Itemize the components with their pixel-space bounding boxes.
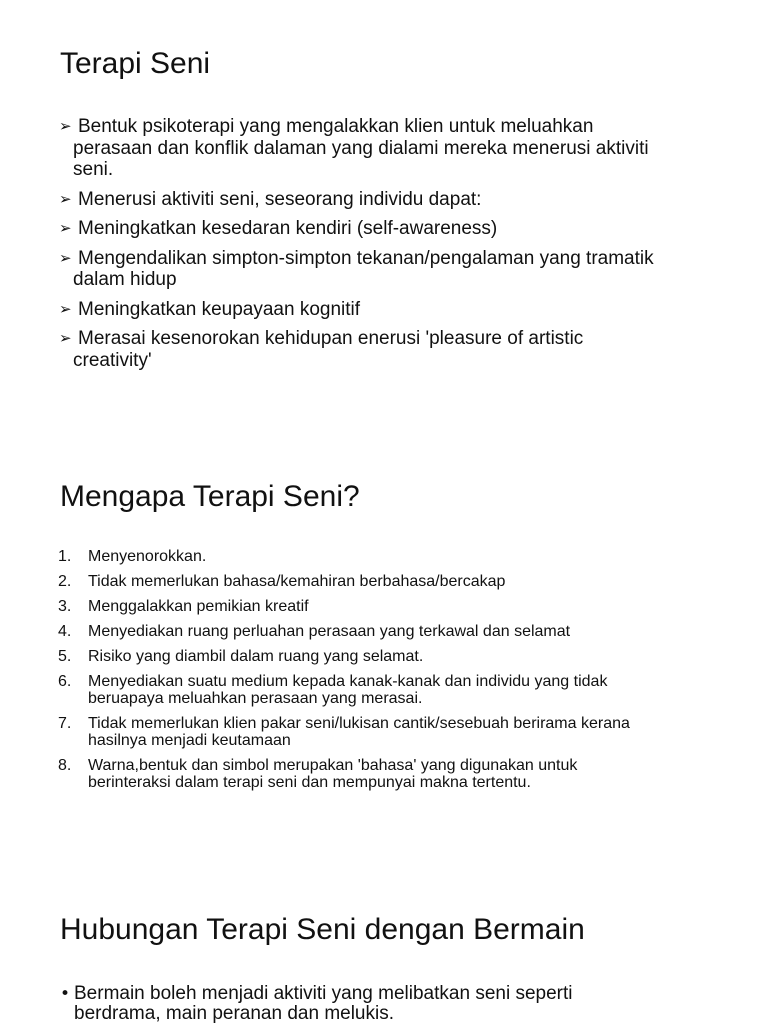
list-item-line: Menyenorokkan. [88,548,207,565]
list-item-line: Warna,bentuk dan simbol merupakan 'bahasa' yang digunakan untuk [88,757,578,774]
list-item-line: Menerusi aktiviti seni, seseorang individu dapat: [78,188,482,210]
list-item-line: Merasai kesenorokan kehidupan enerusi 'pleasure of artistic [78,328,584,349]
list-item [0,189,768,211]
list-item-line: Bentuk psikoterapi yang mengalakkan klien untuk meluahkan [78,116,594,137]
list-item-line: creativity' [73,349,152,371]
list-item-line: Tidak memerlukan bahasa/kemahiran berbahasa/bercakap [88,573,506,590]
list-item [0,623,768,640]
arrow-bullet-icon: ➢ [59,117,72,135]
section-title-terapi-seni: Terapi Seni [60,47,211,80]
list-item-line: Bermain boleh menjadi aktiviti yang melibatkan seni seperti [74,983,573,1004]
list-item-line: berinteraksi dalam terapi seni dan mempunyai makna tertentu. [88,774,531,791]
list-item-line: seni. [73,159,114,180]
list-item-line: Tidak memerlukan klien pakar seni/lukisan cantik/sesebuah berirama kerana [88,715,630,732]
list-item [0,328,768,371]
mengapa-numbered-list [0,548,768,799]
list-item [0,548,768,565]
hubungan-bullet-list [0,984,768,1024]
list-item [0,984,768,1024]
list-item [0,757,768,791]
list-number: 7. [58,715,72,732]
list-item [0,598,768,615]
list-item-line: berdrama, main peranan dan melukis. [74,1003,395,1024]
list-item-line: Meningkatkan keupayaan kognitif [78,298,361,320]
terapi-seni-bullet-list [0,116,768,379]
list-item [0,218,768,240]
list-item [0,673,768,707]
section-title-mengapa-terapi-seni: Mengapa Terapi Seni? [60,480,360,513]
arrow-bullet-icon: ➢ [59,189,72,208]
section-title-hubungan-terapi-seni: Hubungan Terapi Seni dengan Bermain [60,913,585,946]
arrow-bullet-icon: ➢ [59,219,72,237]
arrow-bullet-icon: ➢ [59,299,72,318]
list-number: 8. [58,757,72,774]
list-item-line: Mengendalikan simpton-simpton tekanan/pengalaman yang tramatik [78,247,654,269]
dot-bullet-icon: • [60,984,71,1004]
list-number: 5. [58,648,72,665]
list-number: 6. [58,673,72,690]
list-item-line: Menyediakan ruang perluahan perasaan yang terkawal dan selamat [88,623,571,640]
list-number: 2. [58,573,72,590]
list-number: 1. [58,548,72,565]
list-item [0,715,768,749]
list-item-line: perasaan dan konflik dalaman yang dialami mereka menerusi aktiviti [73,137,649,159]
list-item-line: Menggalakkan pemikian kreatif [88,598,309,615]
list-item-line: Menyediakan suatu medium kepada kanak-kanak dan individu yang tidak [88,673,608,690]
arrow-bullet-icon: ➢ [59,329,72,347]
arrow-bullet-icon: ➢ [59,248,72,267]
list-number: 3. [58,598,72,615]
list-item-line: hasilnya menjadi keutamaan [88,732,291,749]
list-number: 4. [58,623,72,640]
list-item [0,248,768,291]
list-item-line: dalam hidup [73,269,177,290]
list-item [0,116,768,181]
list-item-line: Meningkatkan kesedaran kendiri (self-awareness) [78,218,498,239]
list-item-line: Risiko yang diambil dalam ruang yang selamat. [88,648,424,665]
list-item [0,299,768,321]
list-item [0,648,768,665]
list-item-line: beruapaya meluahkan perasaan yang merasai. [88,690,423,707]
list-item [0,573,768,590]
